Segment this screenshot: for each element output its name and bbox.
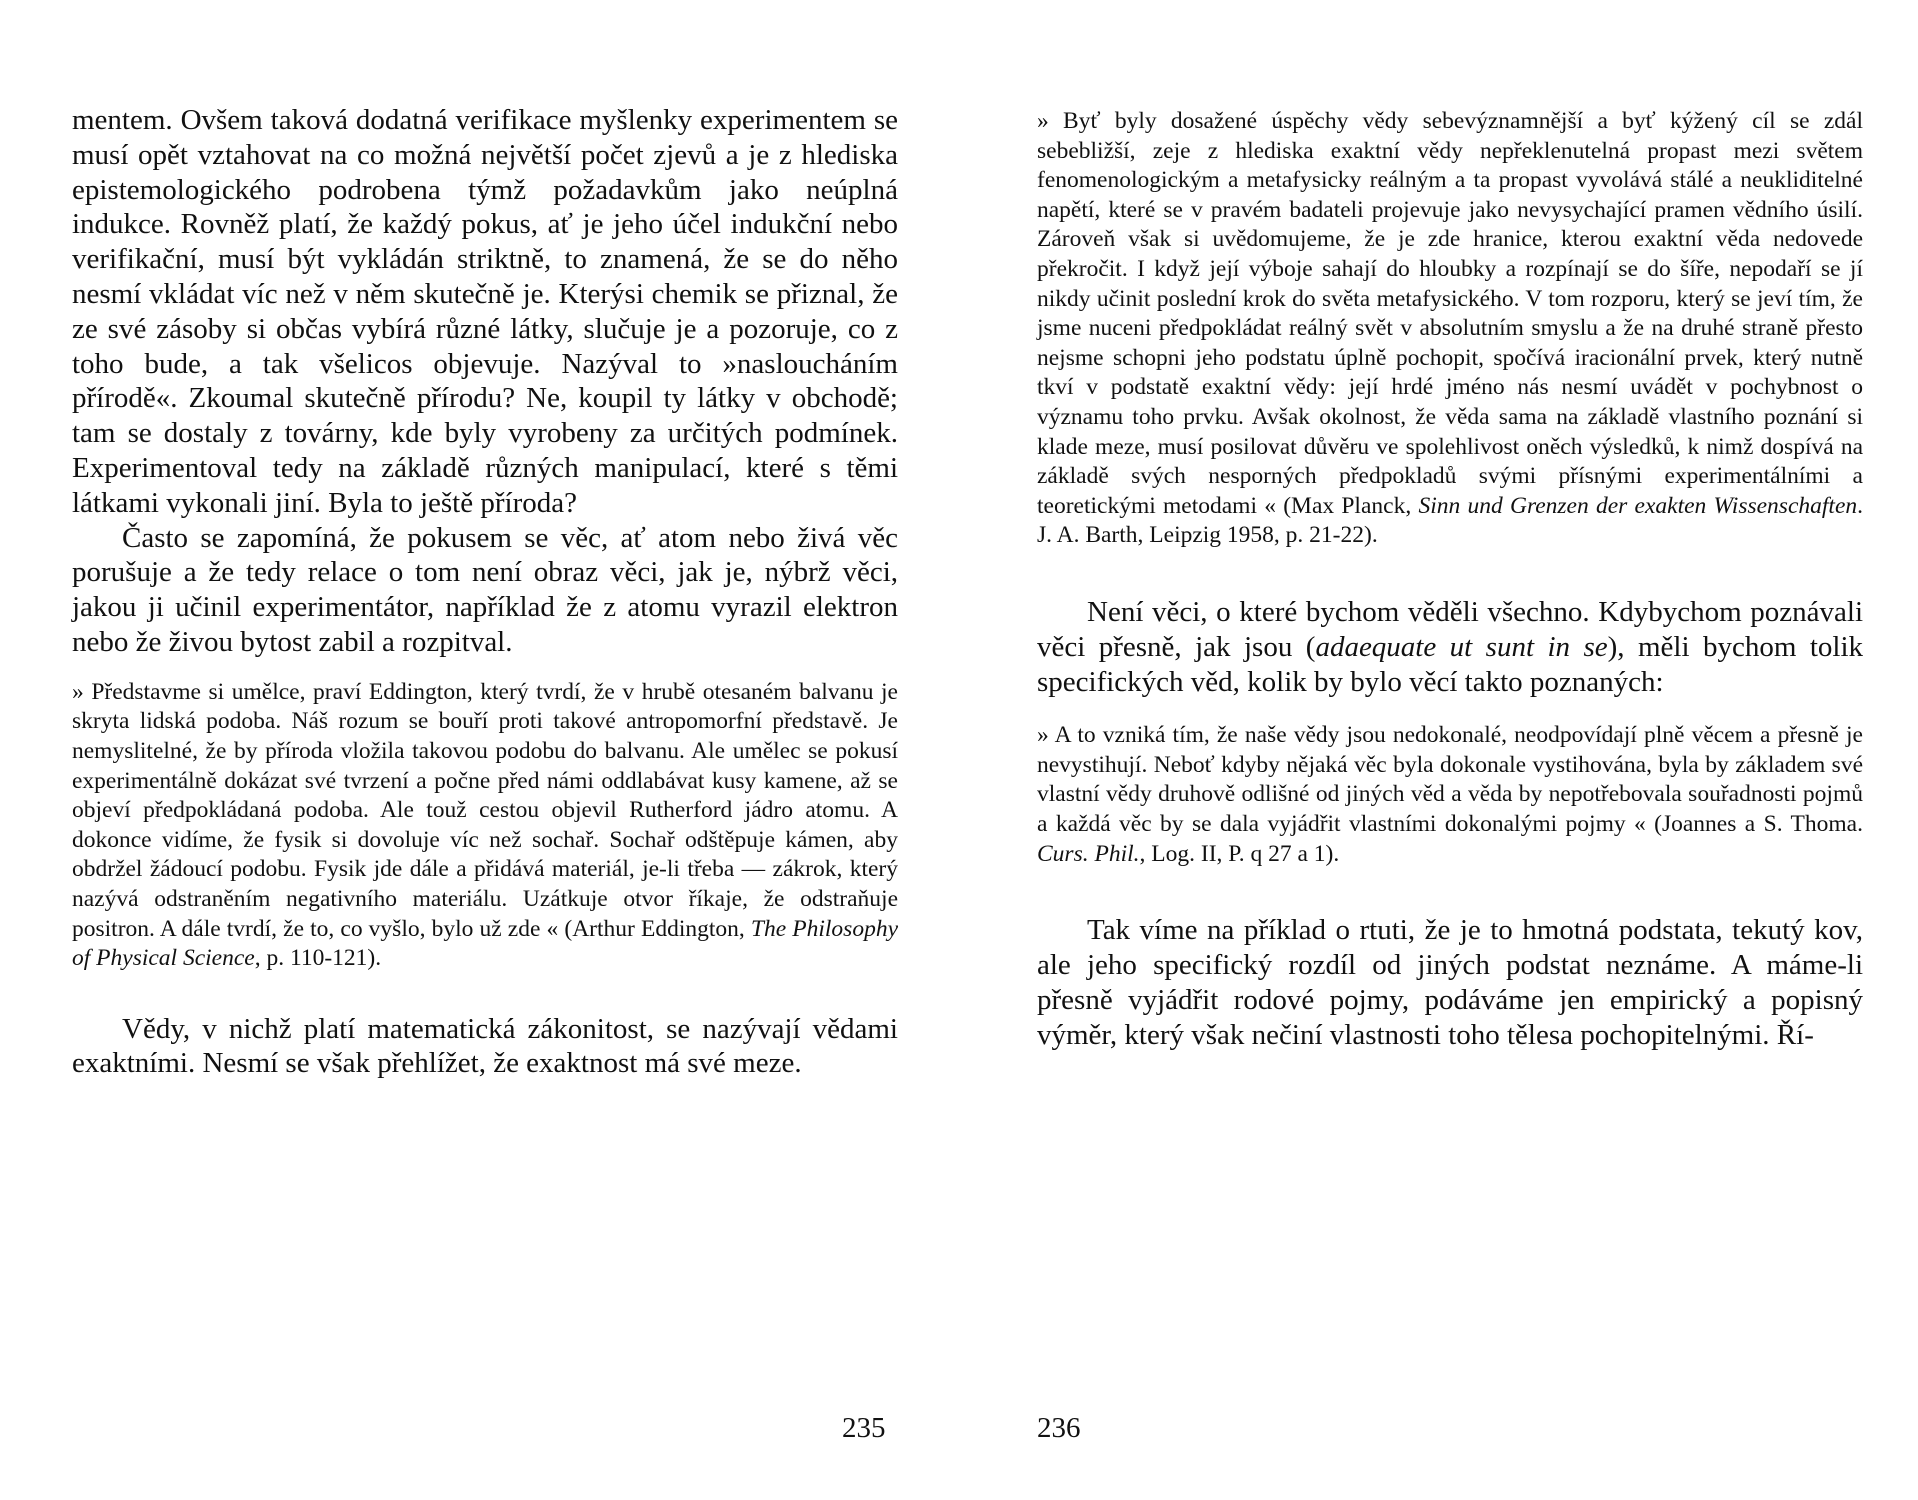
- thomas-quote: [1037, 721, 1863, 869]
- planck-citation: . J. A. Barth, Leipzig 1958, p. 21-22).: [1037, 492, 1863, 549]
- right-paragraph-2: Tak víme na příklad o rtuti, že je to hmotná podstata, tekutý kov, ale jeho specifický rozdíl od jiných podstat neznáme. A máme-li přesně vyjádřit rodové pojmy, podáváme jen empirický a popisný výměr, který však nečiní vlastnosti toho tělesa pochopitelnými. Ří-: [1037, 914, 1863, 1051]
- eddington-book-title: The Philosophy of Physical Science: [72, 915, 898, 972]
- left-paragraph-2: Často se zapomíná, že pokusem se věc, ať atom nebo živá věc porušuje a že tedy relace o tom není obraz věci, jak je, nýbrž věci, jakou ji učinil experimentátor, například že z atomu vyrazil elektron nebo že živou bytost zabil a rozpitval.: [72, 521, 898, 658]
- left-text-column: [72, 103, 898, 1081]
- page-number-left: 235: [842, 1412, 886, 1444]
- left-paragraph-1: mentem. Ovšem taková dodatná verifikace myšlenky experimentem se musí opět vztahovat na co možná největší počet zjevů a je z hlediska epistemologického podrobena týmž požadavkům jako neúplná indukce. Rovněž platí, že každý pokus, ať je jeho účel indukční nebo verifikační, musí být vykládán striktně, to znamená, že se do něho nesmí vkládat víc než v něm skutečně je. Kterýsi chemik se přiznal, že ze své zásoby si občas vybírá různé látky, slučuje je a pozoruje, co z toho bude, a tak všelicos objevuje. Nazýval to »nasloucháním přírodě«. Zkoumal skutečně přírodu? Ne, koupil ty látky v obchodě; tam se dostaly z továrny, kde byly vyrobeny za určitých podmínek. Experimentoval tedy na základě různých manipulací, které s těmi látkami vykonali jiní. Byla to ještě příroda?: [72, 104, 898, 519]
- latin-phrase: adaequate ut sunt in se: [1315, 630, 1608, 663]
- planck-book-title: Sinn und Grenzen der exakten Wissenschaften: [1418, 492, 1858, 519]
- thomas-quote-text: » A to vzniká tím, že naše vědy jsou nedokonalé, neodpovídají plně věcem a přesně je nevystihují. Neboť kdyby nějaká věc byla dokonale vystihována, byla by základem své vlastní vědy druhově odlišné od jiných věd a věda by nepotřebovala souřadnosti pojmů a každá věc by se dala vyjádřit vlastními dokonalými pojmy « (Joannes a S. Thoma.: [1037, 722, 1863, 838]
- right-paragraph-1: [1037, 595, 1863, 699]
- planck-quote: [1037, 107, 1863, 551]
- eddington-quote-text: » Představme si umělce, praví Eddington, který tvrdí, že v hrubě otesaném balvanu je skryta lidská podoba. Náš rozum se bouří proti takové antropomorfní představě. Je nemyslitelné, že by příroda vložila takovou podobu do balvanu. Ale umělec se pokusí experimentálně dokázat své tvrzení a počne před námi oddlabávat kusy kamene, až se objeví předpokládaná podoba. Ale touž cestou objevil Rutherford jádro atomu. A dokonce vidíme, že fysik si dovoluje víc než sochař. Sochař odštěpuje kámen, aby obdržel žádoucí podobu. Fysik jde dále a přidává materiál, je-li třeba — zákrok, který nazývá odstraněním negativního materiálu. Uzátkuje otvor říkaje, že odstraňuje positron. A dále tvrdí, že to, co vyšlo, bylo už zde « (Arthur Eddington,: [72, 678, 898, 942]
- thomas-citation: , Log. II, P. q 27 a 1).: [1139, 840, 1340, 867]
- thomas-book-title: Curs. Phil.: [1037, 840, 1140, 867]
- left-closing-paragraph: Vědy, v nichž platí matematická zákonitost, se nazývají vědami exaktními. Nesmí se však přehlížet, že exaktnost má své meze.: [72, 1012, 898, 1080]
- page-number-right: 236: [1037, 1412, 1081, 1444]
- eddington-citation: , p. 110-121).: [254, 945, 382, 972]
- planck-quote-text: » Byť byly dosažené úspěchy vědy sebevýznamnější a byť kýžený cíl se zdál sebebližší, zeje z hlediska exaktní vědy nepřeklenutelná propast mezi světem fenomenologickým a metafysicky reálným a ta propast vyvolává stálé a neukliditelné napětí, které se v pravém badateli projevuje jako nevysychající pramen vědního úsilí. Zároveň však si uvědomujeme, že je zde hranice, kterou exaktní věda nedovede překročit. I když její výboje sahají do hloubky a rozpínají se do šíře, nepodaří se jí nikdy učinit poslední krok do světa metafysického. V tom rozporu, který se jeví tím, že jsme nuceni předpokládat reálný svět v absolutním smyslu a že na druhé straně přesto nejsme schopni jeho podstatu úplně pochopit, spočívá iracionální prvek, který nutně tkví v podstatě exaktní vědy: její hrdé jméno nás nesmí uvádět v pochybnost o významu toho prvku. Avšak okolnost, že věda sama na základě vlastního poznání si klade meze, musí posilovat důvěru ve spolehlivost oněch výsledků, k nimž dospívá na základě svých nesporných předpokladů svými přísnými experimentálními a teoretickými metodami « (Max Planck,: [1037, 108, 1863, 519]
- eddington-quote: [72, 678, 898, 974]
- right-text-column: [1037, 107, 1863, 1052]
- right-paragraph-1-end: ), měli bychom tolik specifických věd, kolik by bylo věcí takto poznaných:: [1037, 630, 1863, 698]
- right-paragraph-1-start: Není věci, o které bychom věděli všechno. Kdybychom poznávali věci přesně, jak jsou (: [1037, 595, 1863, 663]
- right-page: [959, 0, 1918, 1500]
